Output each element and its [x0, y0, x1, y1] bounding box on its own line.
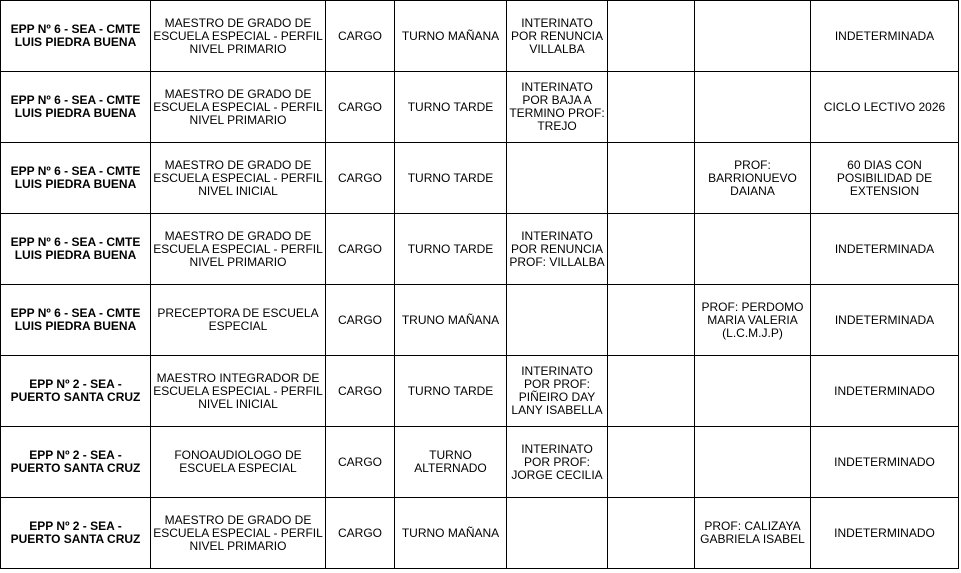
shift-cell: TURNO TARDE: [395, 356, 507, 427]
empty-cell: [608, 1, 695, 72]
school-cell: EPP Nº 6 - SEA - CMTE LUIS PIEDRA BUENA: [1, 285, 151, 356]
teacher-cell: [695, 72, 811, 143]
position-cell: MAESTRO DE GRADO DE ESCUELA ESPECIAL - PERFIL NIVEL PRIMARIO: [151, 1, 326, 72]
shift-cell: TURNO ALTERNADO: [395, 427, 507, 498]
position-cell: MAESTRO INTEGRADOR DE ESCUELA ESPECIAL - PERFIL NIVEL INICIAL: [151, 356, 326, 427]
reason-cell: [507, 143, 608, 214]
table-row: [1, 72, 959, 143]
shift-cell: TRUNO MAÑANA: [395, 285, 507, 356]
type-cell: CARGO: [326, 72, 395, 143]
table-body: [1, 1, 959, 569]
position-cell: MAESTRO DE GRADO DE ESCUELA ESPECIAL - PERFIL NIVEL PRIMARIO: [151, 498, 326, 569]
reason-cell: [507, 285, 608, 356]
teacher-cell: PROF: PERDOMO MARIA VALERIA (L.C.M.J.P): [695, 285, 811, 356]
duration-cell: CICLO LECTIVO 2026: [811, 72, 959, 143]
empty-cell: [608, 143, 695, 214]
empty-cell: [608, 356, 695, 427]
school-cell: EPP Nº 2 - SEA - PUERTO SANTA CRUZ: [1, 498, 151, 569]
shift-cell: TURNO TARDE: [395, 72, 507, 143]
table-row: [1, 143, 959, 214]
school-cell: EPP Nº 6 - SEA - CMTE LUIS PIEDRA BUENA: [1, 72, 151, 143]
duration-cell: 60 DIAS CON POSIBILIDAD DE EXTENSION: [811, 143, 959, 214]
teacher-cell: [695, 356, 811, 427]
table-row: [1, 1, 959, 72]
reason-cell: INTERINATO POR PROF: PIÑEIRO DAY LANY ISABELLA: [507, 356, 608, 427]
duration-cell: INDETERMINADO: [811, 356, 959, 427]
shift-cell: TURNO MAÑANA: [395, 498, 507, 569]
shift-cell: TURNO TARDE: [395, 143, 507, 214]
duration-cell: INDETERMINADO: [811, 498, 959, 569]
school-cell: EPP Nº 2 - SEA - PUERTO SANTA CRUZ: [1, 427, 151, 498]
table-row: [1, 214, 959, 285]
type-cell: CARGO: [326, 356, 395, 427]
empty-cell: [608, 498, 695, 569]
teacher-cell: [695, 1, 811, 72]
reason-cell: INTERINATO POR PROF: JORGE CECILIA: [507, 427, 608, 498]
duration-cell: INDETERMINADA: [811, 214, 959, 285]
table-row: [1, 427, 959, 498]
school-cell: EPP Nº 2 - SEA - PUERTO SANTA CRUZ: [1, 356, 151, 427]
position-cell: MAESTRO DE GRADO DE ESCUELA ESPECIAL - PERFIL NIVEL PRIMARIO: [151, 214, 326, 285]
school-cell: EPP Nº 6 - SEA - CMTE LUIS PIEDRA BUENA: [1, 1, 151, 72]
empty-cell: [608, 427, 695, 498]
reason-cell: INTERINATO POR RENUNCIA PROF: VILLALBA: [507, 214, 608, 285]
teacher-cell: PROF: BARRIONUEVO DAIANA: [695, 143, 811, 214]
type-cell: CARGO: [326, 427, 395, 498]
school-cell: EPP Nº 6 - SEA - CMTE LUIS PIEDRA BUENA: [1, 143, 151, 214]
duration-cell: INDETERMINADA: [811, 1, 959, 72]
empty-cell: [608, 214, 695, 285]
shift-cell: TURNO MAÑANA: [395, 1, 507, 72]
reason-cell: INTERINATO POR RENUNCIA VILLALBA: [507, 1, 608, 72]
teacher-cell: [695, 427, 811, 498]
type-cell: CARGO: [326, 214, 395, 285]
reason-cell: INTERINATO POR BAJA A TERMINO PROF: TREJO: [507, 72, 608, 143]
type-cell: CARGO: [326, 1, 395, 72]
position-cell: MAESTRO DE GRADO DE ESCUELA ESPECIAL - PERFIL NIVEL INICIAL: [151, 143, 326, 214]
table-row: [1, 285, 959, 356]
table-row: [1, 356, 959, 427]
empty-cell: [608, 72, 695, 143]
position-cell: PRECEPTORA DE ESCUELA ESPECIAL: [151, 285, 326, 356]
duration-cell: INDETERMINADA: [811, 285, 959, 356]
type-cell: CARGO: [326, 498, 395, 569]
teacher-cell: PROF: CALIZAYA GABRIELA ISABEL: [695, 498, 811, 569]
position-cell: MAESTRO DE GRADO DE ESCUELA ESPECIAL - PERFIL NIVEL PRIMARIO: [151, 72, 326, 143]
teacher-cell: [695, 214, 811, 285]
type-cell: CARGO: [326, 143, 395, 214]
type-cell: CARGO: [326, 285, 395, 356]
school-cell: EPP Nº 6 - SEA - CMTE LUIS PIEDRA BUENA: [1, 214, 151, 285]
shift-cell: TURNO TARDE: [395, 214, 507, 285]
duration-cell: INDETERMINADO: [811, 427, 959, 498]
reason-cell: [507, 498, 608, 569]
empty-cell: [608, 285, 695, 356]
table-row: [1, 498, 959, 569]
position-cell: FONOAUDIOLOGO DE ESCUELA ESPECIAL: [151, 427, 326, 498]
